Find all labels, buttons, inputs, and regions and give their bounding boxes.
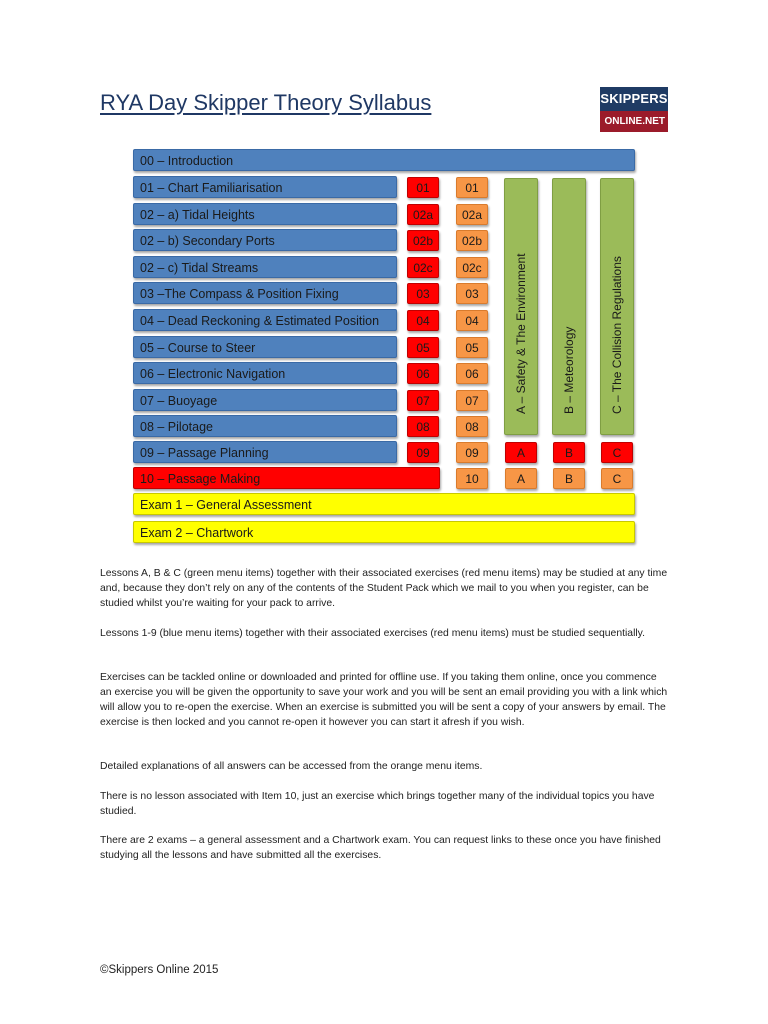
exercise-07-button[interactable]: 07 (407, 390, 439, 411)
menu-item-lesson-02b[interactable]: 02 – b) Secondary Ports (133, 229, 397, 251)
lesson-b-label: B – Meteorology (562, 326, 576, 414)
exercise-09-button[interactable]: 09 (407, 442, 439, 463)
logo-line-1: SKIPPERS (600, 87, 668, 111)
menu-item-lesson-03[interactable]: 03 –The Compass & Position Fixing (133, 282, 397, 304)
exercise-05-button[interactable]: 05 (407, 337, 439, 358)
menu-item-lesson-05[interactable]: 05 – Course to Steer (133, 336, 397, 358)
answers-02b-button[interactable]: 02b (456, 230, 488, 251)
menu-item-lesson-02a[interactable]: 02 – a) Tidal Heights (133, 203, 397, 225)
answers-06-button[interactable]: 06 (456, 363, 488, 384)
exercise-02b-button[interactable]: 02b (407, 230, 439, 251)
menu-item-lesson-01[interactable]: 01 – Chart Familiarisation (133, 176, 397, 198)
exercise-02c-button[interactable]: 02c (407, 257, 439, 278)
exercise-02a-button[interactable]: 02a (407, 204, 439, 225)
exercise-b-button[interactable]: B (553, 442, 585, 463)
answers-02a-button[interactable]: 02a (456, 204, 488, 225)
exercise-c-button[interactable]: C (601, 442, 633, 463)
exercise-06-button[interactable]: 06 (407, 363, 439, 384)
paragraph-exams: There are 2 exams – a general assessment and a Chartwork exam. You can request links to these once you have finished studying all the lessons and have submitted all the exercises. (100, 835, 661, 861)
exercise-03-button[interactable]: 03 (407, 283, 439, 304)
answers-c-button[interactable]: C (601, 468, 633, 489)
menu-item-introduction[interactable]: 00 – Introduction (133, 149, 635, 171)
paragraph-blue-lessons: Lessons 1-9 (blue menu items) together with their associated exercises (red menu items) must be studied sequentially. (100, 628, 645, 639)
exercise-04-button[interactable]: 04 (407, 310, 439, 331)
answers-08-button[interactable]: 08 (456, 416, 488, 437)
answers-07-button[interactable]: 07 (456, 390, 488, 411)
copyright-footer: ©Skippers Online 2015 (100, 964, 219, 976)
menu-item-lesson-02c[interactable]: 02 – c) Tidal Streams (133, 256, 397, 278)
exercise-08-button[interactable]: 08 (407, 416, 439, 437)
lesson-c-label: C – The Collision Regulations (610, 256, 624, 414)
menu-item-lesson-04[interactable]: 04 – Dead Reckoning & Estimated Position (133, 309, 397, 331)
menu-item-lesson-06[interactable]: 06 – Electronic Navigation (133, 362, 397, 384)
logo-line-2: ONLINE.NET (600, 111, 668, 132)
menu-item-lesson-07[interactable]: 07 – Buoyage (133, 389, 397, 411)
exercise-a-button[interactable]: A (505, 442, 537, 463)
menu-item-lesson-a[interactable] (504, 178, 538, 435)
paragraph-green-lessons: Lessons A, B & C (green menu items) together with their associated exercises (red menu items) may be studied at any time and, because they don’t rely on any of the contents of the Student Pack which we mail to you when you register, can be studied whilst you’re waiting for your pack to arrive. (100, 568, 668, 609)
answers-10-button[interactable]: 10 (456, 468, 488, 489)
answers-04-button[interactable]: 04 (456, 310, 488, 331)
answers-09-button[interactable]: 09 (456, 442, 488, 463)
answers-a-button[interactable]: A (505, 468, 537, 489)
skippers-online-logo (600, 87, 668, 132)
exercise-01-button[interactable]: 01 (407, 177, 439, 198)
menu-item-exam-1[interactable]: Exam 1 – General Assessment (133, 493, 635, 515)
paragraph-answers: Detailed explanations of all answers can be accessed from the orange menu items. (100, 761, 483, 772)
lesson-a-label: A – Safety & The Environment (514, 253, 528, 414)
menu-item-exam-2[interactable]: Exam 2 – Chartwork (133, 521, 635, 543)
menu-item-lesson-c[interactable] (600, 178, 634, 435)
page-title: RYA Day Skipper Theory Syllabus (100, 90, 432, 115)
menu-item-exercise-10[interactable]: 10 – Passage Making (133, 467, 440, 489)
answers-03-button[interactable]: 03 (456, 283, 488, 304)
paragraph-exercises: Exercises can be tackled online or downloaded and printed for offline use. If you taking them online, once you commence an exercise you will be given the opportunity to save your work and you will be sent an email providing you with a link which will allow you to re-open the exercise. When an exercise is submitted you will be sent a copy of your answers by email. The exercise is then locked and you cannot re-open it however you can start it afresh if you wish. (100, 672, 668, 728)
paragraph-item-10: There is no lesson associated with Item 10, just an exercise which brings together many of the individual topics you have studied. (100, 791, 655, 817)
answers-01-button[interactable]: 01 (456, 177, 488, 198)
menu-item-lesson-09[interactable]: 09 – Passage Planning (133, 441, 397, 463)
menu-item-lesson-08[interactable]: 08 – Pilotage (133, 415, 397, 437)
answers-05-button[interactable]: 05 (456, 337, 488, 358)
answers-02c-button[interactable]: 02c (456, 257, 488, 278)
answers-b-button[interactable]: B (553, 468, 585, 489)
menu-item-lesson-b[interactable] (552, 178, 586, 435)
